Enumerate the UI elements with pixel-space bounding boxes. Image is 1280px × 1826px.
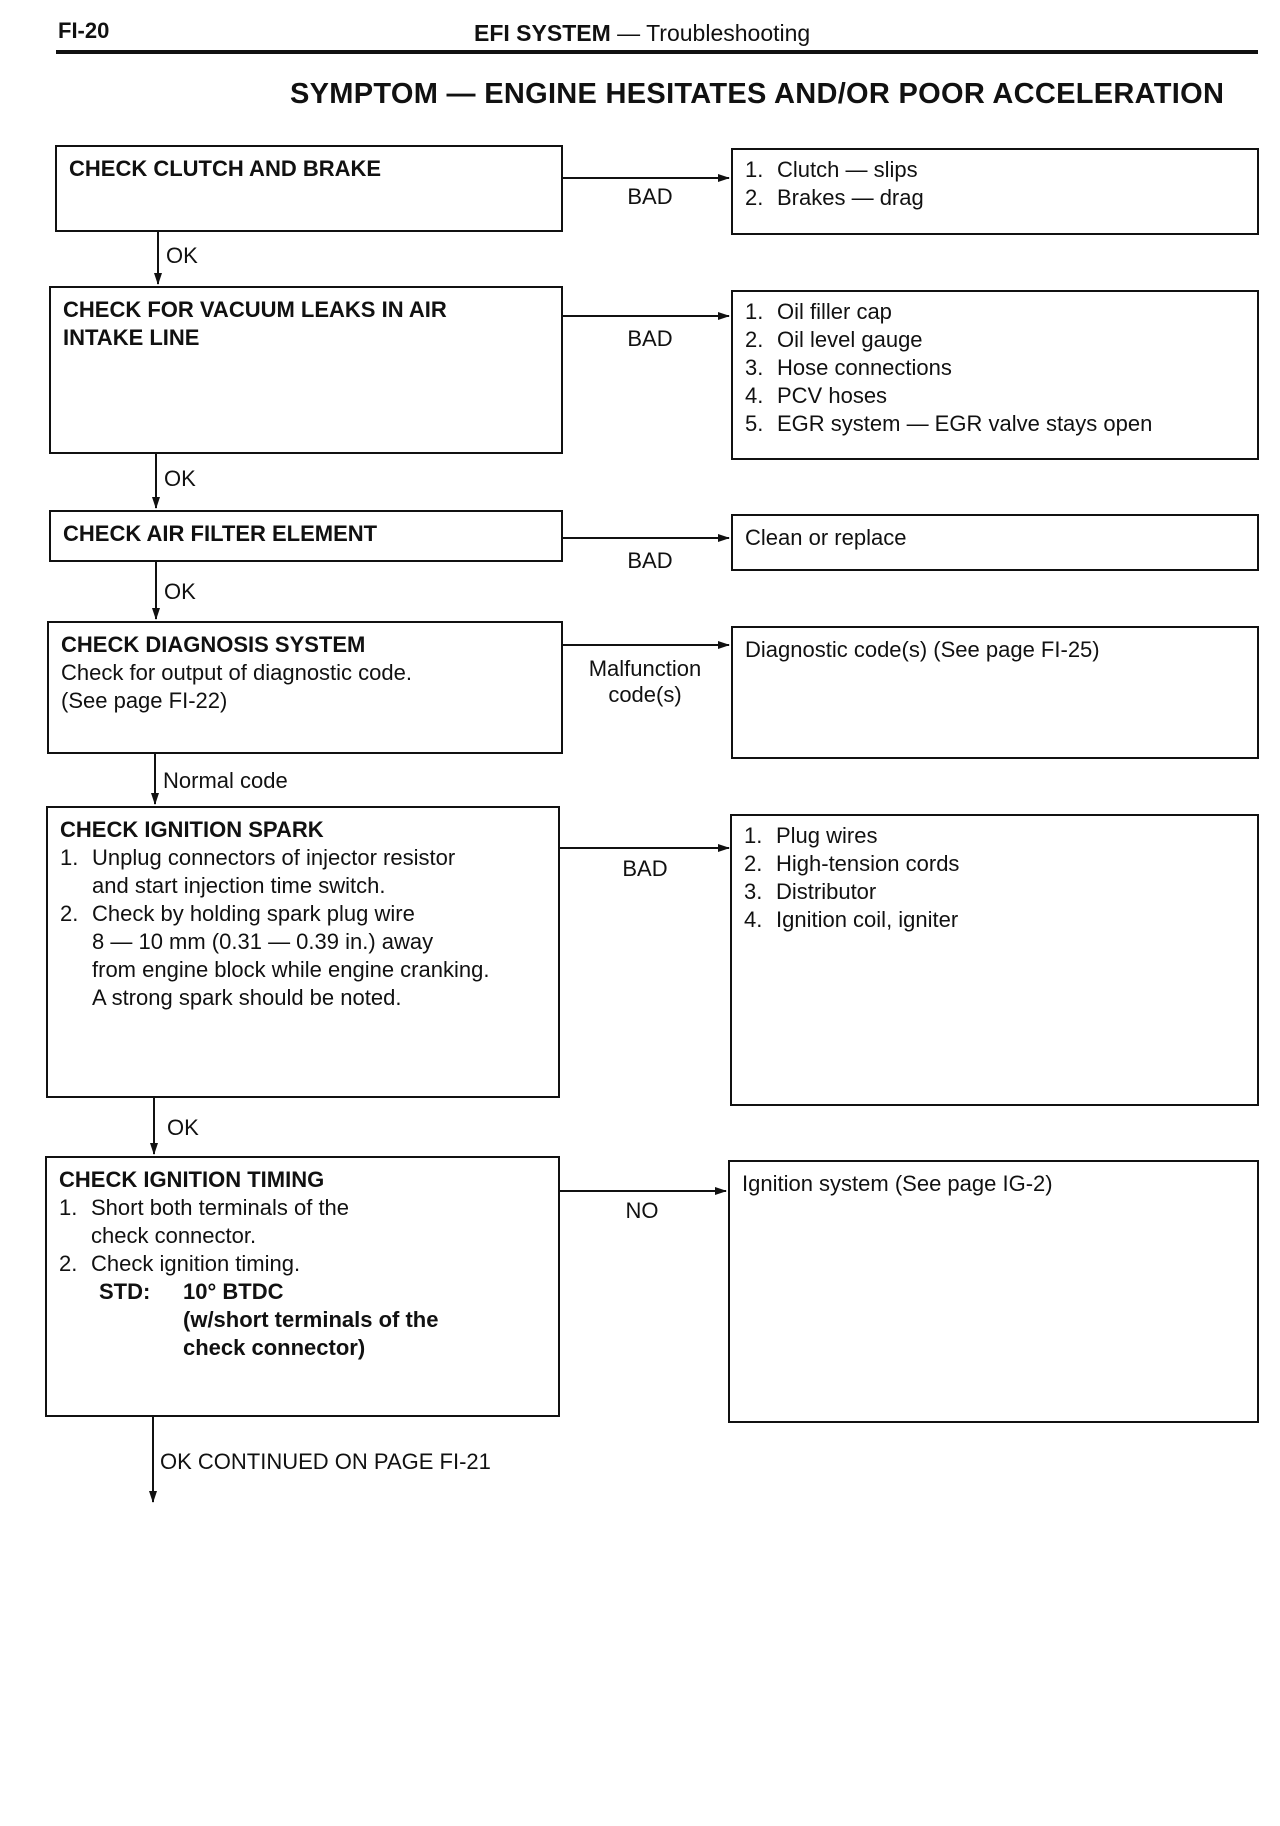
std-label: STD: xyxy=(99,1279,151,1304)
branch-label-no: NO xyxy=(625,1198,659,1223)
check-box-vacuum-leaks xyxy=(49,286,563,454)
result-item: 1. Plug wires xyxy=(744,823,878,848)
branch-label-bad: BAD xyxy=(622,856,668,881)
flow-label-ok: OK xyxy=(164,579,196,604)
result-box-clutch-brake xyxy=(731,148,1259,235)
result-box-vacuum-leaks xyxy=(731,290,1259,460)
result-text: Diagnostic code(s) (See page FI-25) xyxy=(745,637,1100,662)
check-detail: Check for output of diagnostic code. xyxy=(61,660,412,685)
check-heading: CHECK IGNITION SPARK xyxy=(60,817,324,842)
header-section: EFI SYSTEM xyxy=(474,20,611,46)
flow-label-continued: OK CONTINUED ON PAGE FI-21 xyxy=(160,1449,491,1474)
check-heading: CHECK DIAGNOSIS SYSTEM xyxy=(61,632,366,657)
result-item: 4. Ignition coil, igniter xyxy=(744,907,959,932)
flow-label-ok: OK xyxy=(166,243,198,268)
result-item: 2. High-tension cords xyxy=(744,851,960,876)
branch-label-malfunction: Malfunction code(s) xyxy=(588,656,702,707)
result-box-diagnostic-code xyxy=(731,626,1259,759)
check-step: 2. Check by holding spark plug wire 8 — 10 mm (0.31 — 0.39 in.) away from engine block while engine cranking. A strong spark should be noted. xyxy=(60,901,490,1010)
flow-label-ok: OK xyxy=(167,1115,199,1140)
result-item: 1. Oil filler cap xyxy=(745,299,892,324)
check-box-ignition-spark xyxy=(46,806,560,1098)
result-text: Ignition system (See page IG-2) xyxy=(742,1171,1053,1196)
check-heading: CHECK FOR VACUUM LEAKS IN AIR INTAKE LINE xyxy=(63,297,447,350)
result-text: Clean or replace xyxy=(745,525,907,550)
branch-label-bad: BAD xyxy=(627,548,673,573)
branch-label-bad: BAD xyxy=(627,184,673,209)
result-item: 1. Clutch — slips xyxy=(745,157,918,182)
check-step: 1. Unplug connectors of injector resistor and start injection time switch. xyxy=(60,845,456,898)
result-box-ignition-spark xyxy=(730,814,1259,1106)
check-box-air-filter xyxy=(49,510,563,562)
check-heading: CHECK AIR FILTER ELEMENT xyxy=(63,521,378,546)
check-step: 2. Check ignition timing. xyxy=(59,1251,301,1276)
result-box-ignition-timing xyxy=(728,1160,1259,1423)
result-box-air-filter xyxy=(731,514,1259,571)
result-item: 3. Distributor xyxy=(744,879,877,904)
header-subsection: — Troubleshooting xyxy=(617,20,811,46)
branch-label-bad: BAD xyxy=(627,326,673,351)
flow-label-normal-code: Normal code xyxy=(163,768,288,793)
symptom-title: SYMPTOM — ENGINE HESITATES AND/OR POOR ACCELERATION xyxy=(290,78,1225,110)
page-number: FI-20 xyxy=(58,18,110,43)
check-heading: CHECK IGNITION TIMING xyxy=(59,1167,325,1192)
result-item: 2. Oil level gauge xyxy=(745,327,923,352)
result-item: 2. Brakes — drag xyxy=(745,185,924,210)
flow-label-ok: OK xyxy=(164,466,196,491)
check-box-ignition-timing xyxy=(45,1156,560,1417)
result-item: 3. Hose connections xyxy=(745,355,952,380)
check-box-clutch-brake xyxy=(55,145,563,232)
check-step: 1. Short both terminals of the check connector. xyxy=(59,1195,350,1248)
std-spec xyxy=(59,1278,546,1362)
result-item: 4. PCV hoses xyxy=(745,383,888,408)
check-detail: (See page FI-22) xyxy=(61,688,228,713)
check-box-diagnosis-system xyxy=(47,621,563,754)
result-item: 5. EGR system — EGR valve stays open xyxy=(745,411,1153,436)
std-value: 10° BTDC (w/short terminals of the check connector) xyxy=(183,1279,439,1360)
check-heading: CHECK CLUTCH AND BRAKE xyxy=(69,156,382,181)
